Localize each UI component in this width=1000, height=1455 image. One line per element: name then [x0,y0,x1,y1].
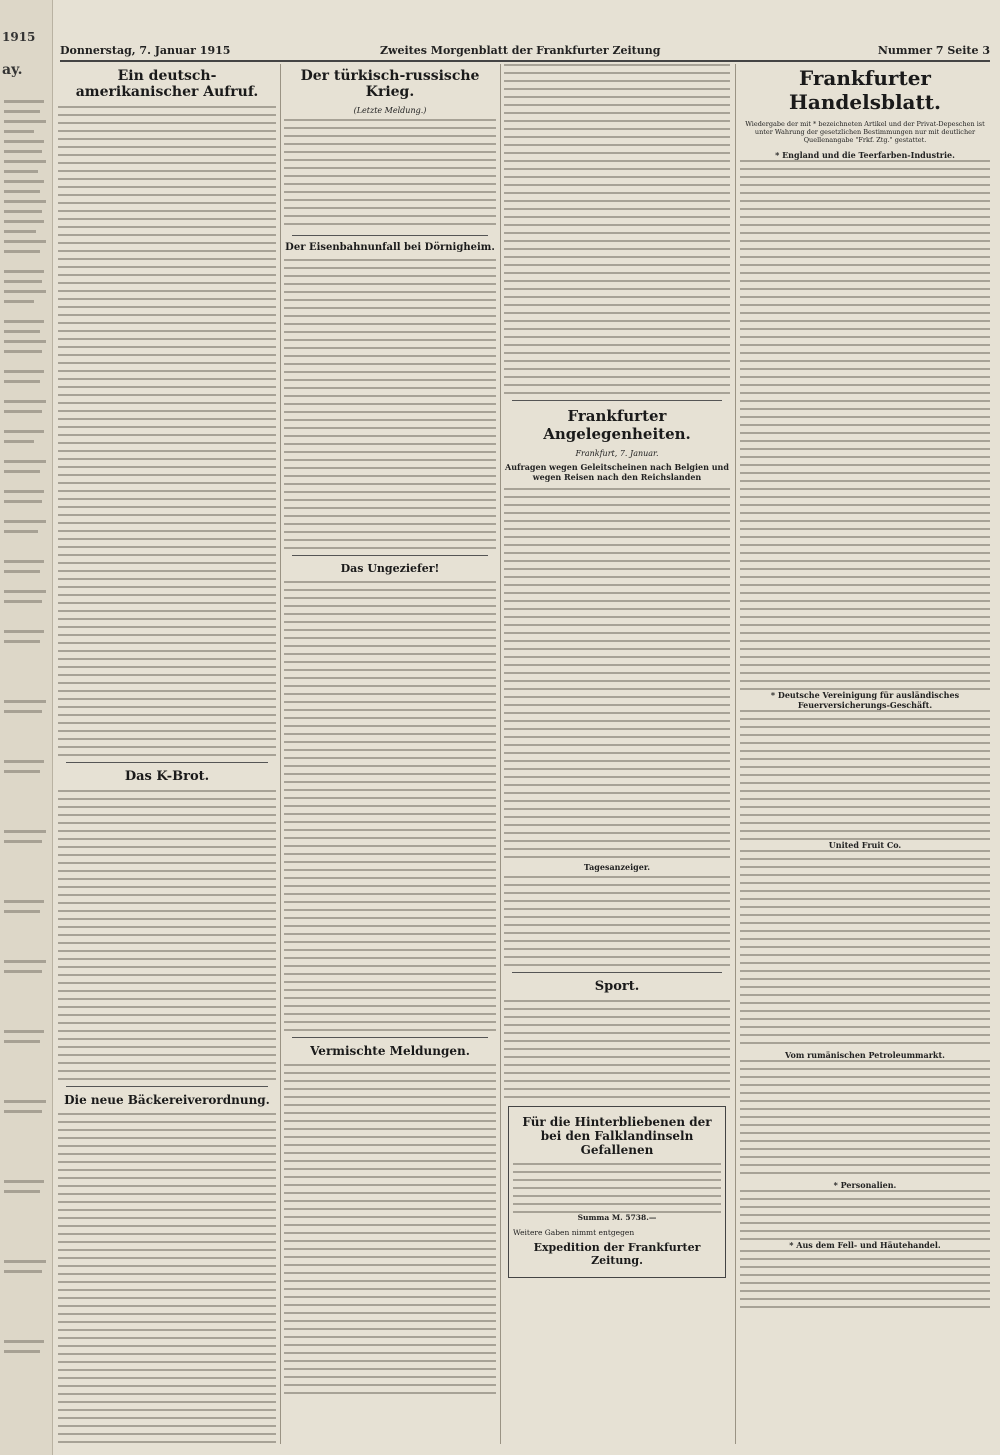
donation-notice-box [508,1106,726,1278]
article-body-placeholder [284,581,496,1031]
article-body-placeholder [284,1064,496,1394]
article-headline: Der Eisenbahnunfall bei Dörnigheim. [285,242,495,253]
article-body-placeholder [740,1250,990,1310]
section-dateline: Frankfurt, 7. Januar. [575,449,659,458]
article-body-placeholder [740,710,990,840]
article-body-placeholder [504,64,730,394]
article-headline: Die neue Bäckereiverordnung. [64,1093,270,1107]
article-headline: Der türkisch-russische Krieg. [300,68,480,100]
article-body-placeholder [504,1000,730,1100]
article-headline: Das K-Brot. [124,769,210,784]
section-headline: Frankfurter Handelsblatt. [789,66,941,114]
article-body-placeholder [284,119,496,229]
article-headline: * Deutsche Vereinigung für ausländisches Feuerversicherungs-Geschäft. [770,690,960,710]
masthead-paper-name: Zweites Morgenblatt der Frankfurter Zeitung [380,44,661,57]
article-headline: Das Ungeziefer! [340,562,440,575]
reprint-note: Wiedergabe der mit * bezeichneten Artikel und der Privat-Depeschen ist unter Wahrung der gesetzlichen Bestimmungen nur mit deutlicher Quellenangabe "Frkf. Ztg." gestattet. [745,120,985,144]
article-body-placeholder [740,160,990,690]
article-body-placeholder [740,1060,990,1180]
article-body-placeholder [58,790,276,1080]
page-masthead [60,40,990,62]
column-4 [740,64,990,1444]
column-2 [284,64,496,1444]
adjacent-page-edge [0,0,53,1455]
article-body-placeholder [740,1190,990,1240]
tagesanzeiger-heading: Tagesanzeiger. [583,862,651,872]
article-headline: * Aus dem Fell- und Häutehandel. [789,1240,941,1250]
article-subhead: (Letzte Meldung.) [353,106,427,115]
article-headline: * England und die Teerfarben-Industrie. [775,150,955,160]
masthead-date: Donnerstag, 7. Januar 1915 [60,44,231,57]
article-lead-heading: Aufragen wegen Geleitscheinen nach Belgien und wegen Reisen nach den Reichslanden [505,462,729,482]
column-1 [58,64,276,1444]
donation-footer-text: Weitere Gaben nimmt entgegen [513,1228,635,1237]
section-headline: Frankfurter Angelegenheiten. [543,407,691,443]
expedition-signature: Expedition der Frankfurter Zeitung. [533,1241,701,1267]
masthead-page-number: Nummer 7 Seite 3 [877,44,990,57]
article-body-placeholder [504,488,730,858]
article-headline: United Fruit Co. [828,840,902,850]
column-3 [504,64,730,1444]
article-body-placeholder [58,106,276,756]
article-body-placeholder [740,850,990,1050]
article-headline: Ein deutsch-amerikanischer Aufruf. [75,68,259,100]
donor-list-placeholder [513,1163,721,1213]
article-headline: * Personalien. [833,1180,897,1190]
section-headline: Sport. [594,979,640,994]
spine-fragment: ay. [2,62,23,78]
listing-placeholder [504,876,730,966]
donation-notice-title: Für die Hinterbliebenen der bei den Falklandinseln Gefallenen [522,1115,712,1157]
article-body-placeholder [58,1113,276,1444]
article-headline: Vermischte Meldungen. [310,1044,470,1058]
donation-total: Summa M. 5738.— [577,1213,657,1222]
article-body-placeholder [284,259,496,549]
article-headline: Vom rumänischen Petroleummarkt. [785,1050,945,1060]
spine-year: 1915 [2,30,36,44]
